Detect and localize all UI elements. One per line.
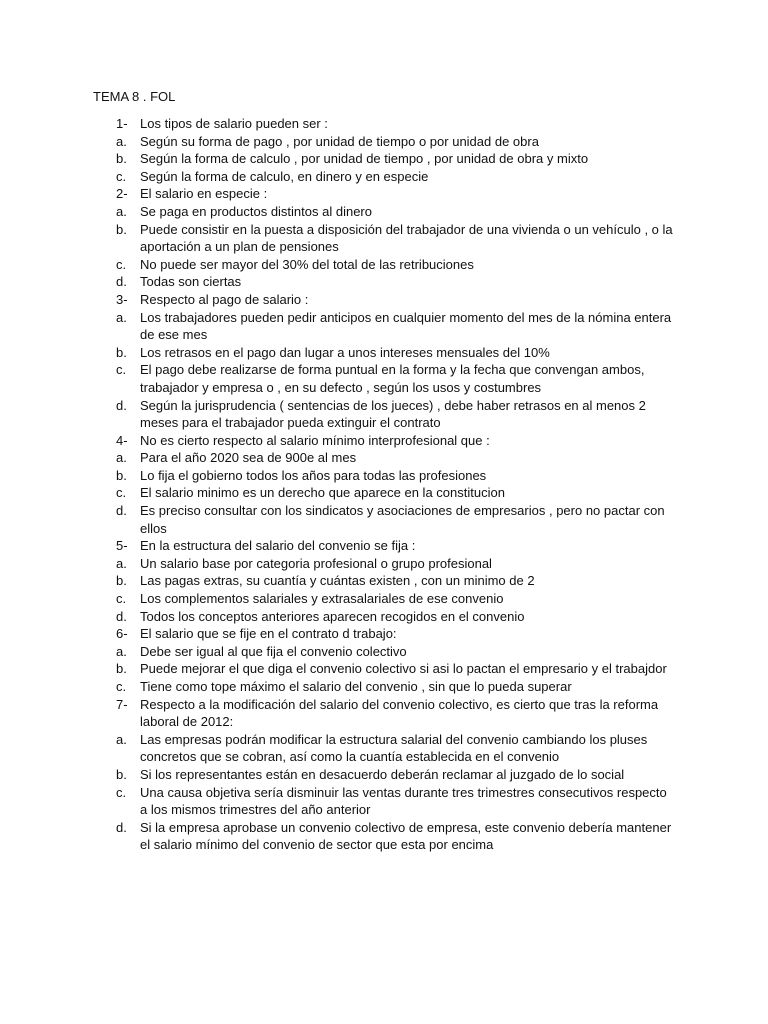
list-item — [116, 537, 676, 555]
list-text: Se paga en productos distintos al dinero — [140, 203, 372, 219]
list-marker: c. — [116, 485, 127, 501]
list-item — [116, 309, 676, 344]
list-item — [116, 555, 676, 573]
list-item — [116, 572, 676, 590]
list-item — [116, 784, 676, 819]
list-marker: b. — [116, 573, 127, 589]
list-item — [116, 502, 676, 537]
list-marker: 7- — [116, 696, 128, 712]
list-marker: 5- — [116, 538, 128, 554]
list-marker: d. — [116, 608, 127, 624]
list-text: Los retrasos en el pago dan lugar a unos intereses mensuales del 10% — [140, 344, 550, 360]
list-item — [116, 625, 676, 643]
list-marker: d. — [116, 819, 127, 835]
list-text: Una causa objetiva sería disminuir las ventas durante tres trimestres consecutivos respecto a los mismos trimestres del año anterior — [140, 784, 667, 818]
list-item — [116, 256, 676, 274]
list-item — [116, 432, 676, 450]
list-marker: 1- — [116, 116, 128, 131]
list-item — [116, 608, 676, 626]
list-item — [116, 467, 676, 485]
list-item — [116, 660, 676, 678]
list-text: Si la empresa aprobase un convenio colectivo de empresa, este convenio debería mantener el salario mínimo del convenio de sector que esta por encima — [140, 819, 672, 853]
list-marker: 6- — [116, 626, 128, 642]
list-marker: a. — [116, 555, 127, 571]
list-text: Es preciso consultar con los sindicatos y asociaciones de empresarios , pero no pactar con ellos — [140, 503, 665, 536]
list-item — [116, 590, 676, 608]
list-text: Puede consistir en la puesta a disposición del trabajador de una vivienda o un vehículo , o la aportación a un plan de pensiones — [140, 221, 673, 255]
list-marker: b. — [116, 467, 127, 483]
list-text: Puede mejorar el que diga el convenio colectivo si asi lo pactan el empresario y el trabajdor — [140, 661, 667, 677]
list-marker: c. — [116, 168, 127, 184]
list-text: Según la jurisprudencia ( sentencias de los jueces) , debe haber retrasos en al menos 2 meses para el trabajador pueda extinguir el contrato — [140, 397, 646, 431]
list-text: Respecto a la modificación del salario del convenio colectivo, es cierto que tras la reforma laboral de 2012: — [140, 696, 659, 730]
list-item — [116, 696, 676, 731]
list-marker: d. — [116, 274, 127, 290]
question-list — [116, 115, 676, 854]
list-item — [116, 344, 676, 362]
list-text: El salario minimo es un derecho que aparece en la constitucion — [140, 485, 505, 501]
list-text: Respecto al pago de salario : — [140, 291, 309, 307]
list-text: Los trabajadores pueden pedir anticipos en cualquier momento del mes de la nómina entera de ese mes — [140, 309, 672, 343]
list-item — [116, 150, 676, 168]
list-item — [116, 731, 676, 766]
list-item — [116, 397, 676, 432]
list-marker: 3- — [116, 291, 128, 307]
list-item — [116, 221, 676, 256]
list-item — [116, 361, 676, 396]
list-text: Todos los conceptos anteriores aparecen recogidos en el convenio — [140, 608, 525, 624]
list-text: El salario que se fije en el contrato d trabajo: — [140, 626, 397, 642]
list-text: Debe ser igual al que fija el convenio colectivo — [140, 643, 407, 659]
list-marker: a. — [116, 203, 127, 219]
list-text: Según la forma de calculo, en dinero y en especie — [140, 168, 429, 184]
list-item — [116, 484, 676, 502]
list-marker: d. — [116, 503, 127, 519]
list-item — [116, 643, 676, 661]
list-item — [116, 115, 676, 133]
list-marker: b. — [116, 344, 127, 360]
list-text: Tiene como tope máximo el salario del convenio , sin que lo pueda superar — [140, 679, 572, 694]
list-text: Un salario base por categoria profesional o grupo profesional — [140, 555, 492, 571]
list-marker: c. — [116, 256, 127, 272]
list-item — [116, 766, 676, 784]
list-item — [116, 185, 676, 203]
list-text: El pago debe realizarse de forma puntual en la forma y la fecha que convengan ambos, trabajador y empresa o , en su defecto , según los usos y costumbres — [140, 362, 645, 395]
list-marker: d. — [116, 397, 127, 413]
list-text: Todas son ciertas — [140, 274, 242, 290]
list-text: Según la forma de calculo , por unidad de tiempo , por unidad de obra y mixto — [140, 151, 589, 167]
list-marker: b. — [116, 221, 127, 237]
list-marker: c. — [116, 362, 127, 378]
list-item — [116, 133, 676, 151]
list-marker: c. — [116, 784, 127, 800]
list-marker: b. — [116, 766, 127, 782]
list-text: Las pagas extras, su cuantía y cuántas existen , con un minimo de 2 — [140, 573, 535, 589]
list-item — [116, 678, 676, 696]
list-marker: c. — [116, 679, 127, 694]
list-text: Lo fija el gobierno todos los años para todas las profesiones — [140, 467, 487, 483]
list-marker: b. — [116, 151, 127, 167]
list-marker: b. — [116, 661, 127, 677]
list-marker: 4- — [116, 432, 128, 448]
list-text: Las empresas podrán modificar la estructura salarial del convenio cambiando los pluses concretos que se cobran, así como la cuantía establecida en el convenio — [140, 731, 648, 765]
document-title: TEMA 8 . FOL — [93, 89, 176, 104]
list-item — [116, 168, 676, 186]
list-item — [116, 449, 676, 467]
list-text: Los tipos de salario pueden ser : — [140, 116, 328, 131]
list-marker: c. — [116, 591, 127, 607]
list-item — [116, 291, 676, 309]
list-marker: a. — [116, 643, 127, 659]
list-text: Según su forma de pago , por unidad de tiempo o por unidad de obra — [140, 133, 539, 149]
list-text: El salario en especie : — [140, 186, 268, 202]
list-marker: a. — [116, 731, 127, 747]
list-marker: 2- — [116, 186, 128, 202]
list-marker: a. — [116, 133, 127, 149]
list-marker: a. — [116, 309, 127, 325]
list-item — [116, 203, 676, 221]
list-item — [116, 273, 676, 291]
list-text: En la estructura del salario del convenio se fija : — [140, 538, 416, 554]
list-marker: a. — [116, 450, 127, 466]
list-text: No puede ser mayor del 30% del total de las retribuciones — [140, 256, 474, 272]
list-text: Si los representantes están en desacuerdo deberán reclamar al juzgado de lo social — [140, 766, 625, 782]
list-text: Para el año 2020 sea de 900e al mes — [140, 450, 357, 466]
list-text: No es cierto respecto al salario mínimo interprofesional que : — [140, 432, 490, 448]
list-text: Los complementos salariales y extrasalariales de ese convenio — [140, 591, 504, 607]
list-item — [116, 819, 676, 854]
